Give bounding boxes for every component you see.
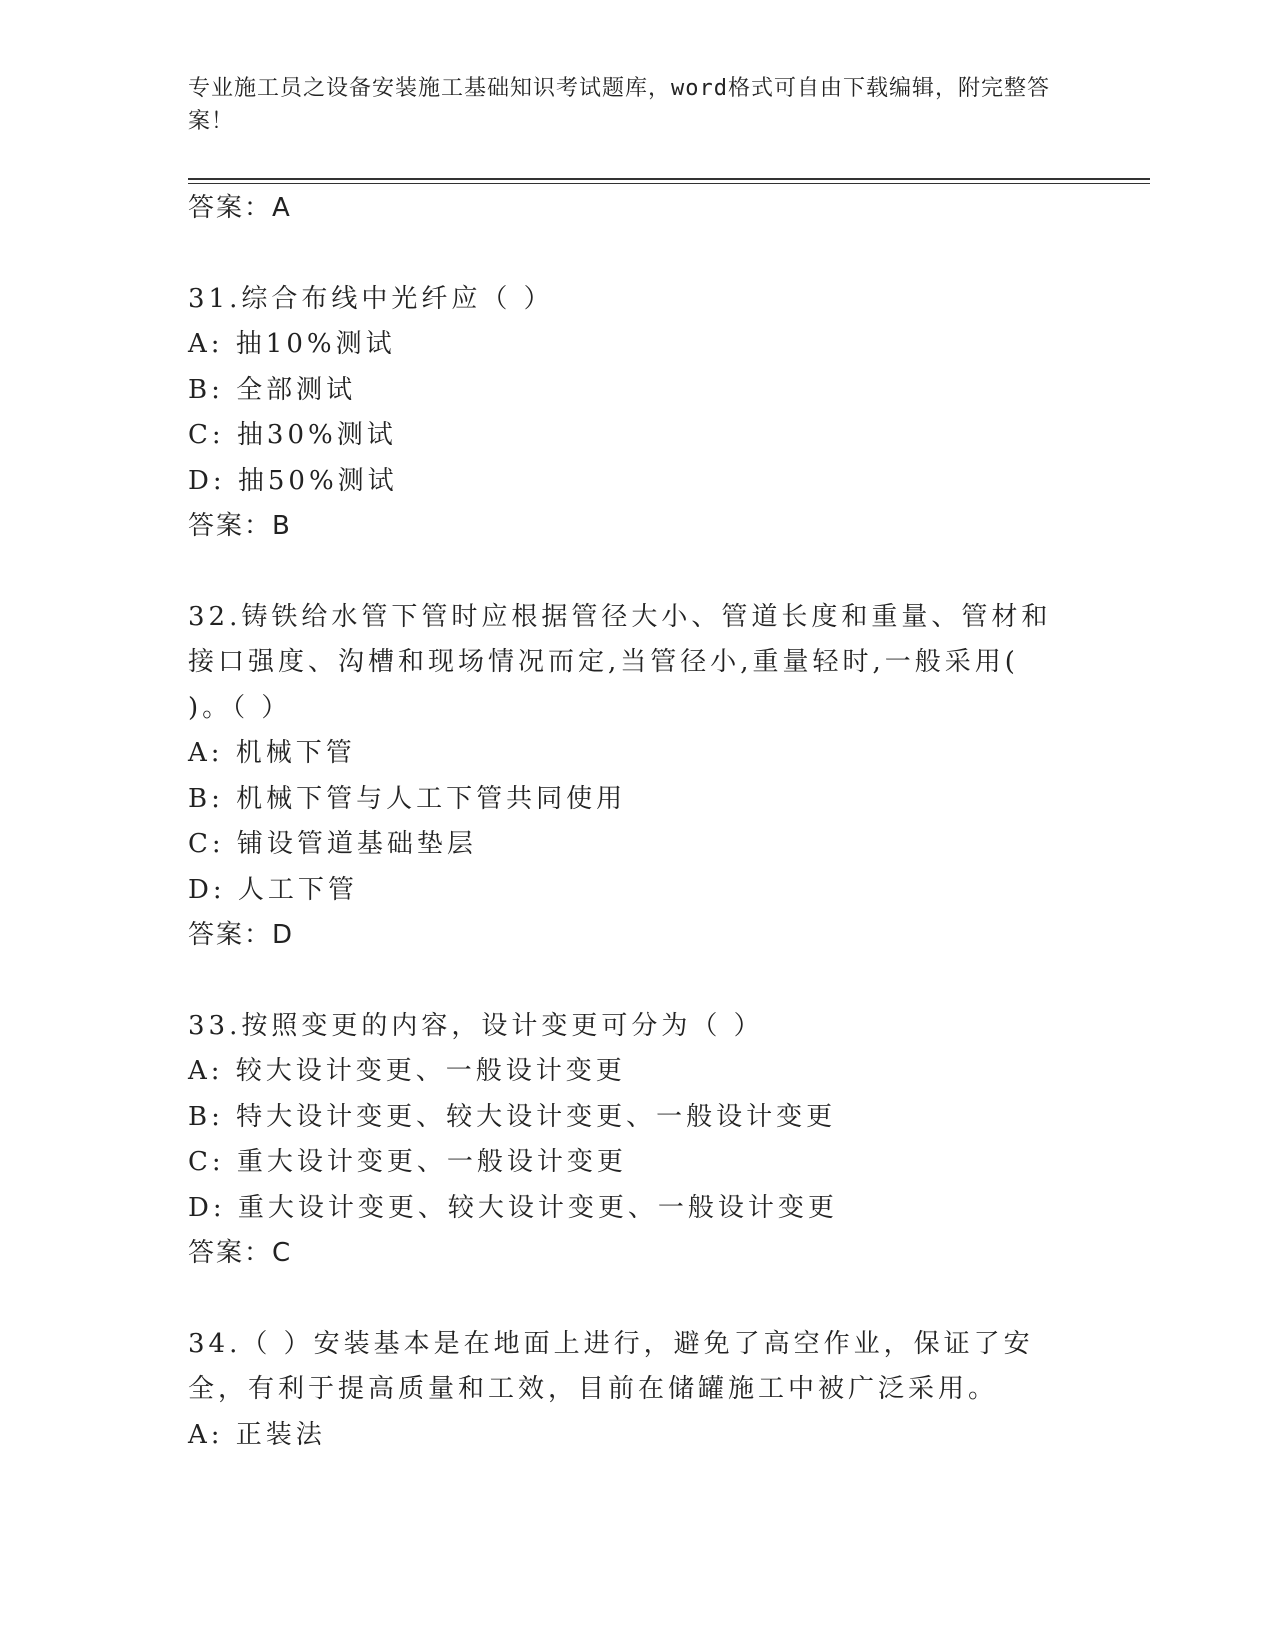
option-d: D: 人工下管 [188,874,358,905]
option-b: B: 全部测试 [188,374,357,405]
option-c: C: 抽30%测试 [188,420,397,450]
option-a: A: 抽10%测试 [188,329,396,359]
option-b: B: 机械下管与人工下管共同使用 [188,783,627,814]
question-31 [188,277,1088,550]
answer-value: D [272,920,295,950]
option-d: D: 抽50%测试 [188,465,398,496]
option-a: A: 机械下管 [188,738,356,768]
header-divider-thin [188,183,1150,184]
option-d: D: 重大设计变更、较大设计变更、一般设计变更 [188,1192,838,1223]
answer-line: 答案：A [188,193,292,223]
question-33 [188,1004,1088,1277]
document-header-title: 专业施工员之设备安装施工基础知识考试题库，word格式可自由下载编辑，附完整答案！ [188,76,1050,134]
answer-value: A [272,193,292,223]
answer-line: 答案：B [188,511,292,541]
answer-value: B [272,511,292,541]
option-c: C: 铺设管道基础垫层 [188,829,477,859]
answer-value: C [272,1238,293,1268]
option-c: C: 重大设计变更、一般设计变更 [188,1147,627,1177]
header-divider-thick [188,178,1150,180]
question-stem: 34.（ ）安装基本是在地面上进行，避免了高空作业，保证了安全，有利于提高质量和工效，目前在储罐施工中被广泛采用。 [188,1328,1034,1404]
question-stem: 33.按照变更的内容，设计变更可分为（ ） [188,1010,764,1041]
option-b: B: 特大设计变更、较大设计变更、一般设计变更 [188,1101,837,1132]
option-a: A: 较大设计变更、一般设计变更 [188,1056,626,1086]
question-32 [188,595,1088,959]
option-a: A: 正装法 [188,1419,326,1450]
question-stem: 32.铸铁给水管下管时应根据管径大小、管道长度和重量、管材和接口强度、沟槽和现场情况而定,当管径小,重量轻时,一般采用( )。（ ） [188,601,1052,723]
answer-line: 答案：D [188,920,295,950]
question-list [188,186,1088,1458]
question-stem: 31.综合布线中光纤应（ ） [188,283,554,314]
question-34 [188,1322,1088,1459]
answer-line: 答案：C [188,1238,293,1268]
